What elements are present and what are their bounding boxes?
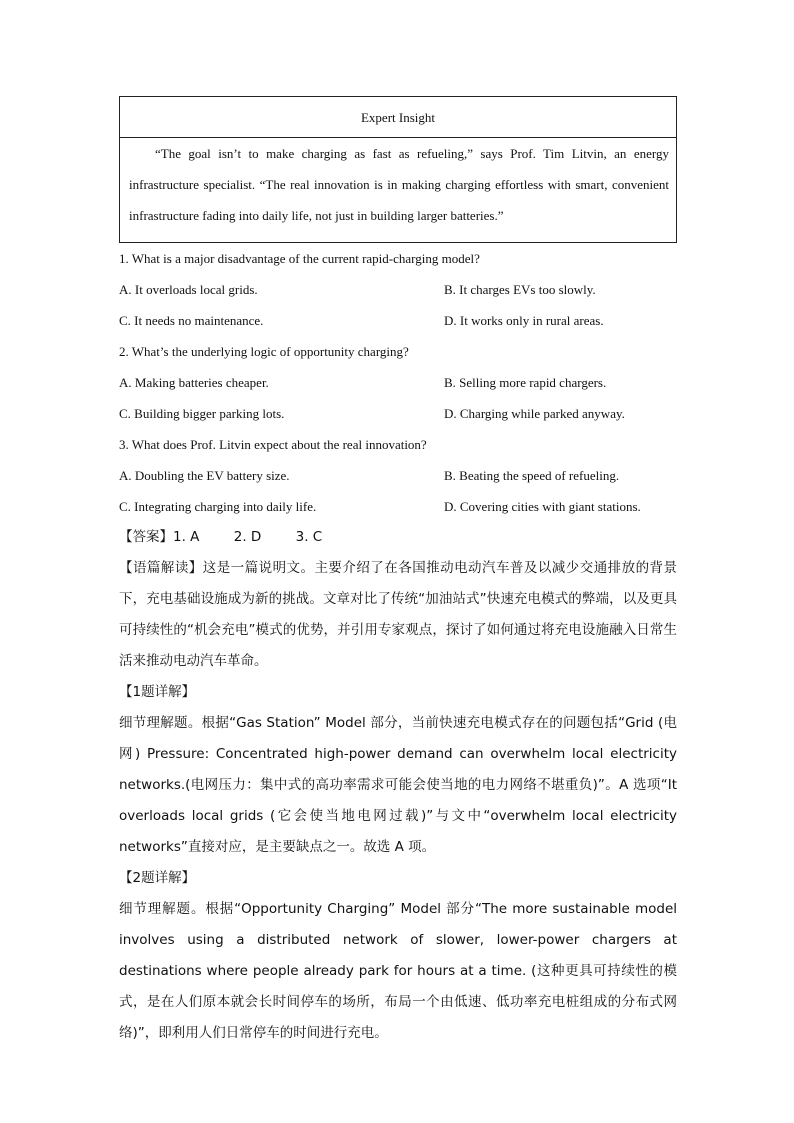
page [119, 96, 677, 1049]
reading-analysis: 【语篇解读】这是一篇说明文。主要介绍了在各国推动电动汽车普及以减少交通排放的背景下，充电基础设施成为新的挑战。文章对比了传统“加油站式”快速充电模式的弊端，以及更具可持续性的“机会充电”模式的优势，并引用专家观点，探讨了如何通过将充电设施融入日常生活来推动电动汽车革命。 [119, 560, 677, 669]
options-row [119, 398, 677, 429]
option-a: A. It overloads local grids. [119, 282, 258, 297]
options-row [119, 274, 677, 305]
question-3 [119, 429, 677, 522]
expert-insight-box [119, 96, 677, 243]
question-2 [119, 336, 677, 429]
expert-insight-title: Expert Insight [120, 97, 676, 138]
q1-explanation-text: 细节理解题。根据“Gas Station” Model 部分，当前快速充电模式存在的问题包括“Grid (电网) Pressure: Concentrated high-power demand can overwhelm local electricity networks.(电网压力：集中式的高功率需求可能会使当地的电力网络不堪重负)”。A 选项“It overloads local grids (它会使当地电网过载)”与文中“overwhelm local electricity networks”直接对应，是主要缺点之一。故选 A 项。 [119, 715, 677, 855]
expert-insight-quote: “The goal isn’t to make charging as fast as refueling,” says Prof. Tim Litvin, an energy infrastructure specialist. “The real innovation is in making charging effortless with smart, convenient infrastructure fading into daily life, not just in building larger batteries.” [129, 146, 669, 223]
options-row [119, 305, 677, 336]
options-row [119, 460, 677, 491]
option-d: D. It works only in rural areas. [444, 313, 604, 328]
option-c: C. Building bigger parking lots. [119, 406, 285, 421]
option-b: B. It charges EVs too slowly. [444, 282, 596, 297]
option-c: C. Integrating charging into daily life. [119, 499, 317, 514]
question-stem: 1. What is a major disadvantage of the current rapid-charging model? [119, 251, 480, 266]
option-d: D. Covering cities with giant stations. [444, 499, 641, 514]
q1-explanation-heading: 【1题详解】 [119, 684, 196, 700]
options-row [119, 491, 677, 522]
option-b: B. Beating the speed of refueling. [444, 468, 620, 483]
question-1 [119, 243, 677, 336]
answer-key: 【答案】1. A 2. D 3. C [119, 529, 323, 545]
option-a: A. Doubling the EV battery size. [119, 468, 290, 483]
option-c: C. It needs no maintenance. [119, 313, 264, 328]
option-d: D. Charging while parked anyway. [444, 406, 625, 421]
q2-explanation-heading: 【2题详解】 [119, 870, 196, 886]
question-stem: 2. What’s the underlying logic of opportunity charging? [119, 344, 409, 359]
options-row [119, 367, 677, 398]
option-a: A. Making batteries cheaper. [119, 375, 269, 390]
option-b: B. Selling more rapid chargers. [444, 375, 607, 390]
q2-explanation-text: 细节理解题。根据“Opportunity Charging” Model 部分“The more sustainable model involves using a distributed network of slower, lower-power chargers at destinations where people already park for hours at a time. (这种更具可持续性的模式，是在人们原本就会长时间停车的场所，布局一个由低速、低功率充电桩组成的分布式网络)”，即利用人们日常停车的时间进行充电。 [119, 901, 677, 1041]
question-stem: 3. What does Prof. Litvin expect about the real innovation? [119, 437, 427, 452]
